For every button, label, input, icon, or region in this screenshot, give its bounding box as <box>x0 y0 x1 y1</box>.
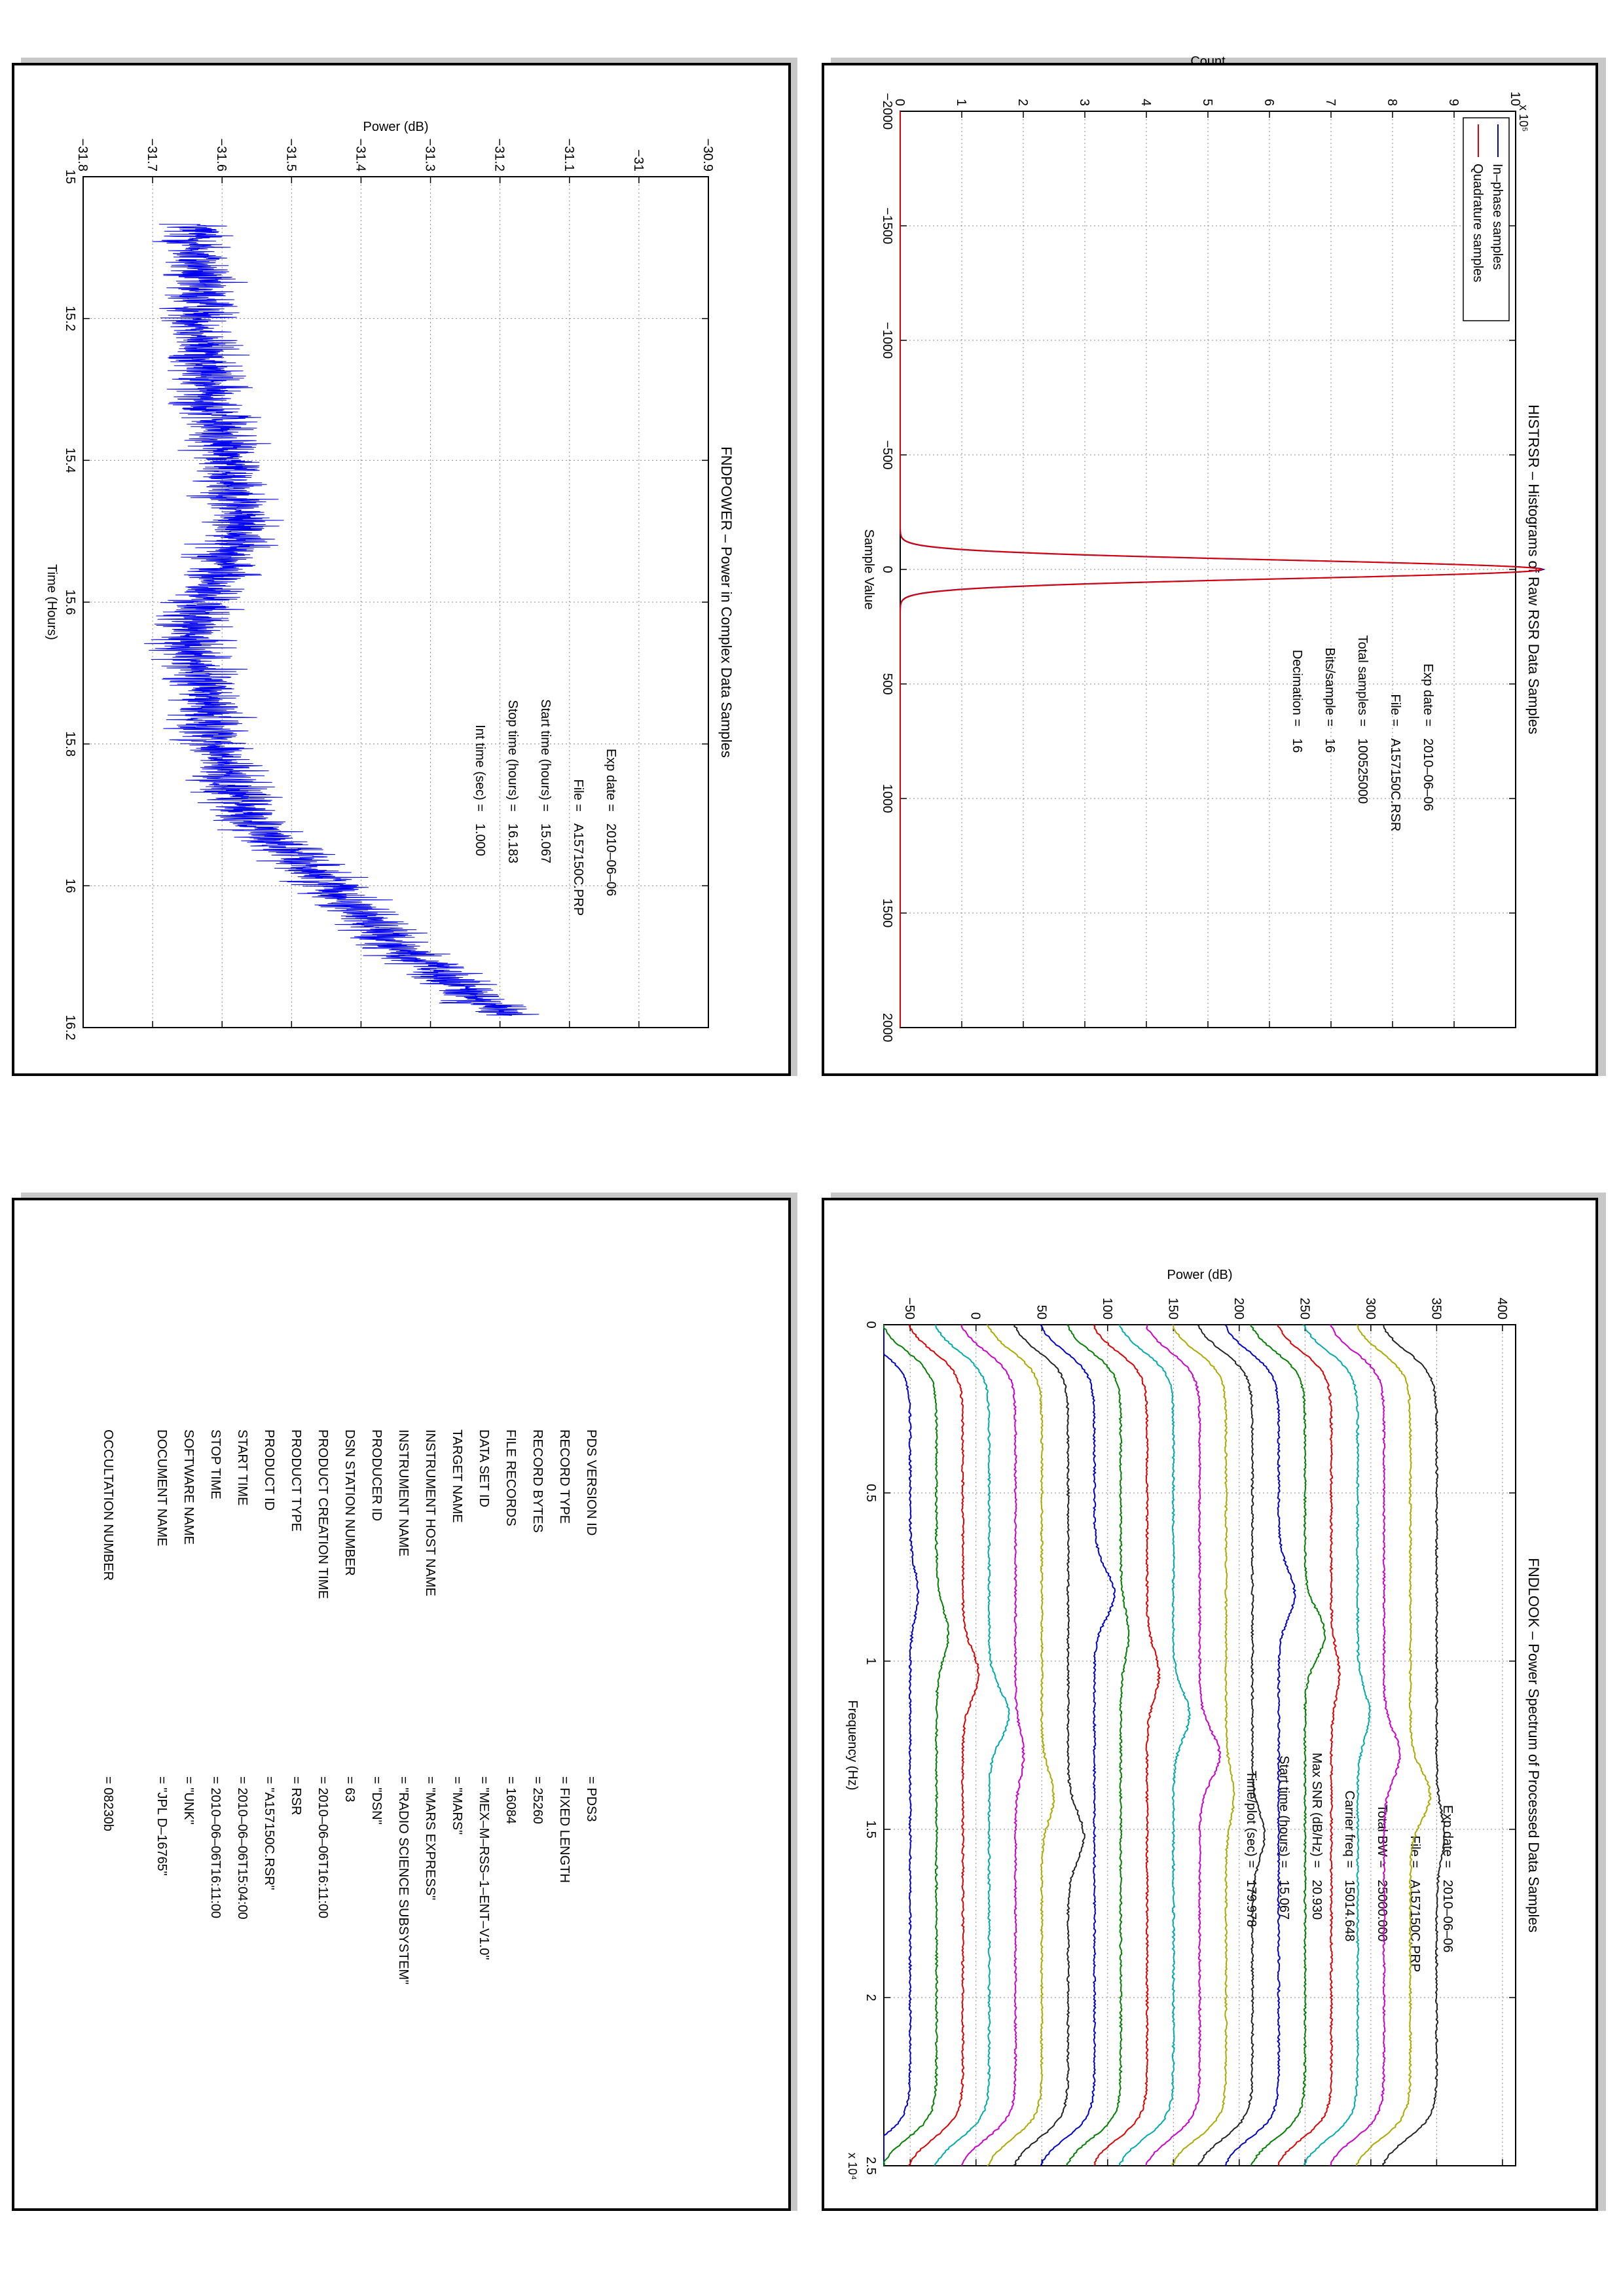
histrsr-chart <box>824 54 1601 1079</box>
label-value: = 2010–06–06T16:11:00 <box>316 1776 330 1919</box>
info-label: Max SNR (dB/Hz) = <box>1309 1752 1324 1868</box>
info-value: A157150C.PRP <box>571 823 585 916</box>
spectrum-series-line <box>1357 1325 1431 2166</box>
label-key: INSTRUMENT HOST NAME <box>423 1429 437 1596</box>
legend-label: Quadrature samples <box>1470 164 1485 283</box>
x-tick-label: 500 <box>880 673 894 695</box>
label-value: = FIXED LENGTH <box>557 1776 572 1883</box>
power-series-line <box>144 224 539 1016</box>
info-value: 15014.648 <box>1342 1880 1357 1942</box>
y-tick-label: −31.8 <box>75 138 90 171</box>
x-tick-label: 15.2 <box>63 306 77 332</box>
info-label: Start time (hours) = <box>1277 1755 1291 1868</box>
x-tick-label: −500 <box>880 440 894 470</box>
x-tick-label: 1500 <box>880 898 894 928</box>
spectrum-series-line <box>908 1325 979 2166</box>
x-tick-label: 1.5 <box>864 1820 878 1839</box>
label-value: = "MARS EXPRESS" <box>423 1776 437 1901</box>
info-value: 179.978 <box>1244 1880 1258 1928</box>
label-value: = "A157150C.RSR" <box>262 1776 276 1890</box>
chart-title: FNDLOOK – Power Spectrum of Processed Data Samples <box>1525 1558 1542 1933</box>
info-label: Stop time (hours) = <box>505 700 520 812</box>
x-tick-label: 16 <box>63 878 77 893</box>
y-tick-label: 3 <box>1077 98 1091 106</box>
y-tick-label: 50 <box>1034 1304 1049 1319</box>
x-tick-label: 0 <box>880 565 894 573</box>
y-tick-label: 8 <box>1385 98 1399 106</box>
spectrum-series-line <box>1093 1325 1160 2166</box>
y-tick-label: 2 <box>1015 98 1030 106</box>
chart-title: FNDPOWER – Power in Complex Data Samples <box>718 446 735 758</box>
label-key: FILE RECORDS <box>503 1429 518 1526</box>
info-label: File = <box>1388 694 1402 726</box>
y-tick-label: 350 <box>1429 1297 1444 1319</box>
spectrum-series-line <box>962 1325 1025 2166</box>
label-key: TARGET NAME <box>450 1429 464 1523</box>
fndpower-chart <box>14 65 793 1079</box>
label-key: INSTRUMENT NAME <box>396 1429 410 1557</box>
spectrum-series-line <box>1250 1325 1326 2166</box>
spectrum-series-line <box>935 1325 1010 2166</box>
spectrum-series-line <box>1330 1325 1400 2166</box>
info-label: Exp date = <box>1421 663 1435 726</box>
label-value: = "JPL D–16765" <box>155 1776 169 1876</box>
info-value: 2010–06–06 <box>604 823 618 897</box>
info-value: 15.067 <box>538 823 553 864</box>
y-tick-label: −31.7 <box>145 138 160 171</box>
x-tick-label: 0.5 <box>864 1484 878 1502</box>
y-tick-label: −31.1 <box>561 138 576 171</box>
label-key: START TIME <box>235 1429 249 1506</box>
histrsr-rotated <box>824 54 1601 1079</box>
chart-title: HISTRSR – Histograms of Raw RSR Data Samples <box>1525 404 1542 734</box>
y-axis-label: Power (dB) <box>363 120 429 134</box>
label-key: PRODUCER ID <box>369 1429 384 1522</box>
label-key: PRODUCT CREATION TIME <box>316 1429 330 1599</box>
x-axis-label: Sample Value <box>862 529 876 610</box>
y-tick-label: 200 <box>1231 1297 1246 1319</box>
info-label: Time/plot (sec) = <box>1244 1770 1258 1868</box>
label-value: = RSR <box>289 1776 303 1816</box>
y-tick-label: 5 <box>1200 98 1214 106</box>
spectrum-series-line <box>1120 1325 1190 2166</box>
y-tick-label: 6 <box>1262 98 1276 106</box>
label-key: RECORD BYTES <box>530 1429 545 1533</box>
fndpower-rotated <box>14 65 793 1079</box>
spectrum-series-line <box>1225 1325 1295 2166</box>
x-tick-label: 15.6 <box>63 589 77 615</box>
x-exponent: x 10⁴ <box>846 2153 859 2180</box>
panel-frame <box>12 1198 791 2211</box>
info-value: 100525000 <box>1355 738 1370 804</box>
x-tick-label: −1000 <box>880 321 894 359</box>
fndlook-rotated <box>824 1200 1601 2214</box>
y-tick-label: −31 <box>630 149 646 171</box>
spectrum-series-line <box>987 1325 1055 2166</box>
y-tick-label: −31.3 <box>422 138 437 171</box>
label-key: OCCULTATION NUMBER <box>101 1429 115 1581</box>
info-value: 2010–06–06 <box>1440 1880 1455 1953</box>
x-tick-label: 15.4 <box>63 447 77 473</box>
info-value: 16 <box>1322 738 1337 753</box>
x-tick-label: 2 <box>864 1994 878 2001</box>
y-axis-label: Count <box>1190 54 1226 69</box>
panel-frame <box>822 54 1598 1076</box>
y-tick-label: −31.4 <box>353 138 368 171</box>
y-tick-label: −50 <box>902 1297 917 1319</box>
x-axis-label: Frequency (Hz) <box>845 1700 860 1791</box>
x-tick-label: 16.2 <box>63 1014 77 1041</box>
x-tick-label: −1500 <box>880 207 894 245</box>
label-key: STOP TIME <box>208 1429 223 1499</box>
info-label: Exp date = <box>1440 1804 1455 1868</box>
spectrum-series-line <box>1383 1325 1444 2166</box>
y-axis-label: Power (dB) <box>1167 1268 1233 1282</box>
spectrum-series-line <box>1146 1325 1220 2166</box>
x-axis-label: Time (Hours) <box>45 564 59 640</box>
label-key: SOFTWARE NAME <box>181 1429 196 1545</box>
label-value: = "UNK" <box>181 1776 196 1825</box>
fndlook-chart <box>824 1200 1601 2214</box>
info-label: Carrier freq = <box>1342 1790 1357 1868</box>
info-value: 1.000 <box>473 823 487 857</box>
spectrum-series-line <box>1303 1325 1370 2166</box>
info-value: 16.183 <box>505 823 520 864</box>
label-key: PRODUCT TYPE <box>289 1429 303 1532</box>
label-value: = 2010–06–06T16:11:00 <box>208 1776 223 1919</box>
y-tick-label: 0 <box>968 1312 983 1319</box>
info-value: A157150C.RSR <box>1388 738 1402 832</box>
info-label: Exp date = <box>604 748 618 812</box>
y-tick-label: 1 <box>954 98 968 106</box>
info-label: Decimation = <box>1290 649 1304 726</box>
spectrum-series-line <box>884 1325 949 2166</box>
info-label: Start time (hours) = <box>538 699 553 812</box>
x-tick-label: 0 <box>864 1321 878 1329</box>
label-key: DSN STATION NUMBER <box>342 1429 357 1576</box>
spectrum-series-line <box>1173 1325 1235 2166</box>
label-value: = 16084 <box>503 1776 518 1824</box>
x-tick-label: 2.5 <box>864 2157 878 2175</box>
fndpower-panel <box>12 58 797 1076</box>
label-value: = PDS3 <box>584 1776 598 1822</box>
y-tick-label: −31.5 <box>283 138 299 171</box>
panel-frame <box>12 63 791 1076</box>
y-tick-label: 10 <box>1508 91 1522 106</box>
y-tick-label: −31.6 <box>214 138 229 171</box>
info-value: 16 <box>1290 738 1304 753</box>
label-value: = 25260 <box>530 1776 545 1824</box>
spectrum-series-line <box>1040 1325 1115 2166</box>
y-tick-label: 4 <box>1139 98 1153 106</box>
x-tick-label: 15.8 <box>63 731 77 757</box>
label-key: DOCUMENT NAME <box>155 1429 169 1547</box>
label-value: = "DSN" <box>369 1776 384 1825</box>
info-value: A157150C.PRP <box>1408 1880 1422 1973</box>
label-key: PDS VERSION ID <box>584 1429 598 1536</box>
legend-label: In–phase samples <box>1490 164 1504 270</box>
y-tick-label: 9 <box>1446 98 1461 106</box>
label-value: = 2010–06–06T15:04:00 <box>235 1776 249 1920</box>
label-value: = "MEX–M–RSS–1–ENT–V1.0" <box>477 1776 491 1960</box>
label-rotated <box>14 1200 793 2214</box>
label-key: DATA SET ID <box>477 1429 491 1507</box>
info-value: 25000.000 <box>1375 1880 1389 1942</box>
y-tick-label: 400 <box>1494 1297 1509 1319</box>
y-tick-label: 250 <box>1297 1297 1312 1319</box>
x-tick-label: 1000 <box>880 783 894 814</box>
label-panel <box>12 1193 797 2211</box>
x-tick-label: −2000 <box>880 92 894 130</box>
y-tick-label: 7 <box>1323 98 1338 106</box>
label-value: = 08230b <box>101 1776 115 1831</box>
info-label: File = <box>1408 1835 1422 1868</box>
spectrum-series-line <box>1277 1325 1340 2166</box>
y-tick-label: 0 <box>892 98 907 106</box>
label-value: = 63 <box>342 1776 357 1803</box>
label-value: = "MARS" <box>450 1776 464 1835</box>
y-tick-label: 300 <box>1362 1297 1377 1319</box>
y-exponent: x 10⁵ <box>1517 105 1530 132</box>
label-key: RECORD TYPE <box>557 1429 572 1524</box>
info-value: 15.067 <box>1277 1880 1291 1920</box>
info-value: 20.930 <box>1309 1880 1324 1920</box>
x-tick-label: 15 <box>63 169 77 185</box>
info-label: Total BW = <box>1375 1804 1389 1868</box>
spectrum-series-line <box>1067 1325 1129 2166</box>
info-label: Int time (sec) = <box>473 725 487 812</box>
y-tick-label: 100 <box>1099 1297 1114 1319</box>
y-tick-label: 150 <box>1165 1297 1180 1319</box>
info-label: Bits/sample = <box>1322 647 1337 726</box>
info-value: 2010–06–06 <box>1421 738 1435 812</box>
panel-frame <box>822 1198 1598 2211</box>
info-label: File = <box>571 779 585 812</box>
x-tick-label: 2000 <box>880 1013 894 1043</box>
label-key: PRODUCT ID <box>262 1429 276 1511</box>
info-label: Total samples = <box>1355 635 1370 726</box>
label-value: = "RADIO SCIENCE SUBSYSTEM" <box>396 1776 410 1985</box>
spectrum-series-line <box>1197 1325 1265 2166</box>
x-tick-label: 1 <box>864 1657 878 1665</box>
y-tick-label: −31.2 <box>492 138 507 171</box>
spectrum-series-line <box>884 1325 919 2166</box>
histrsr-panel <box>822 54 1606 1076</box>
y-tick-label: −30.9 <box>701 138 715 171</box>
fndlook-panel <box>822 1193 1606 2211</box>
label-table <box>14 1200 793 2214</box>
